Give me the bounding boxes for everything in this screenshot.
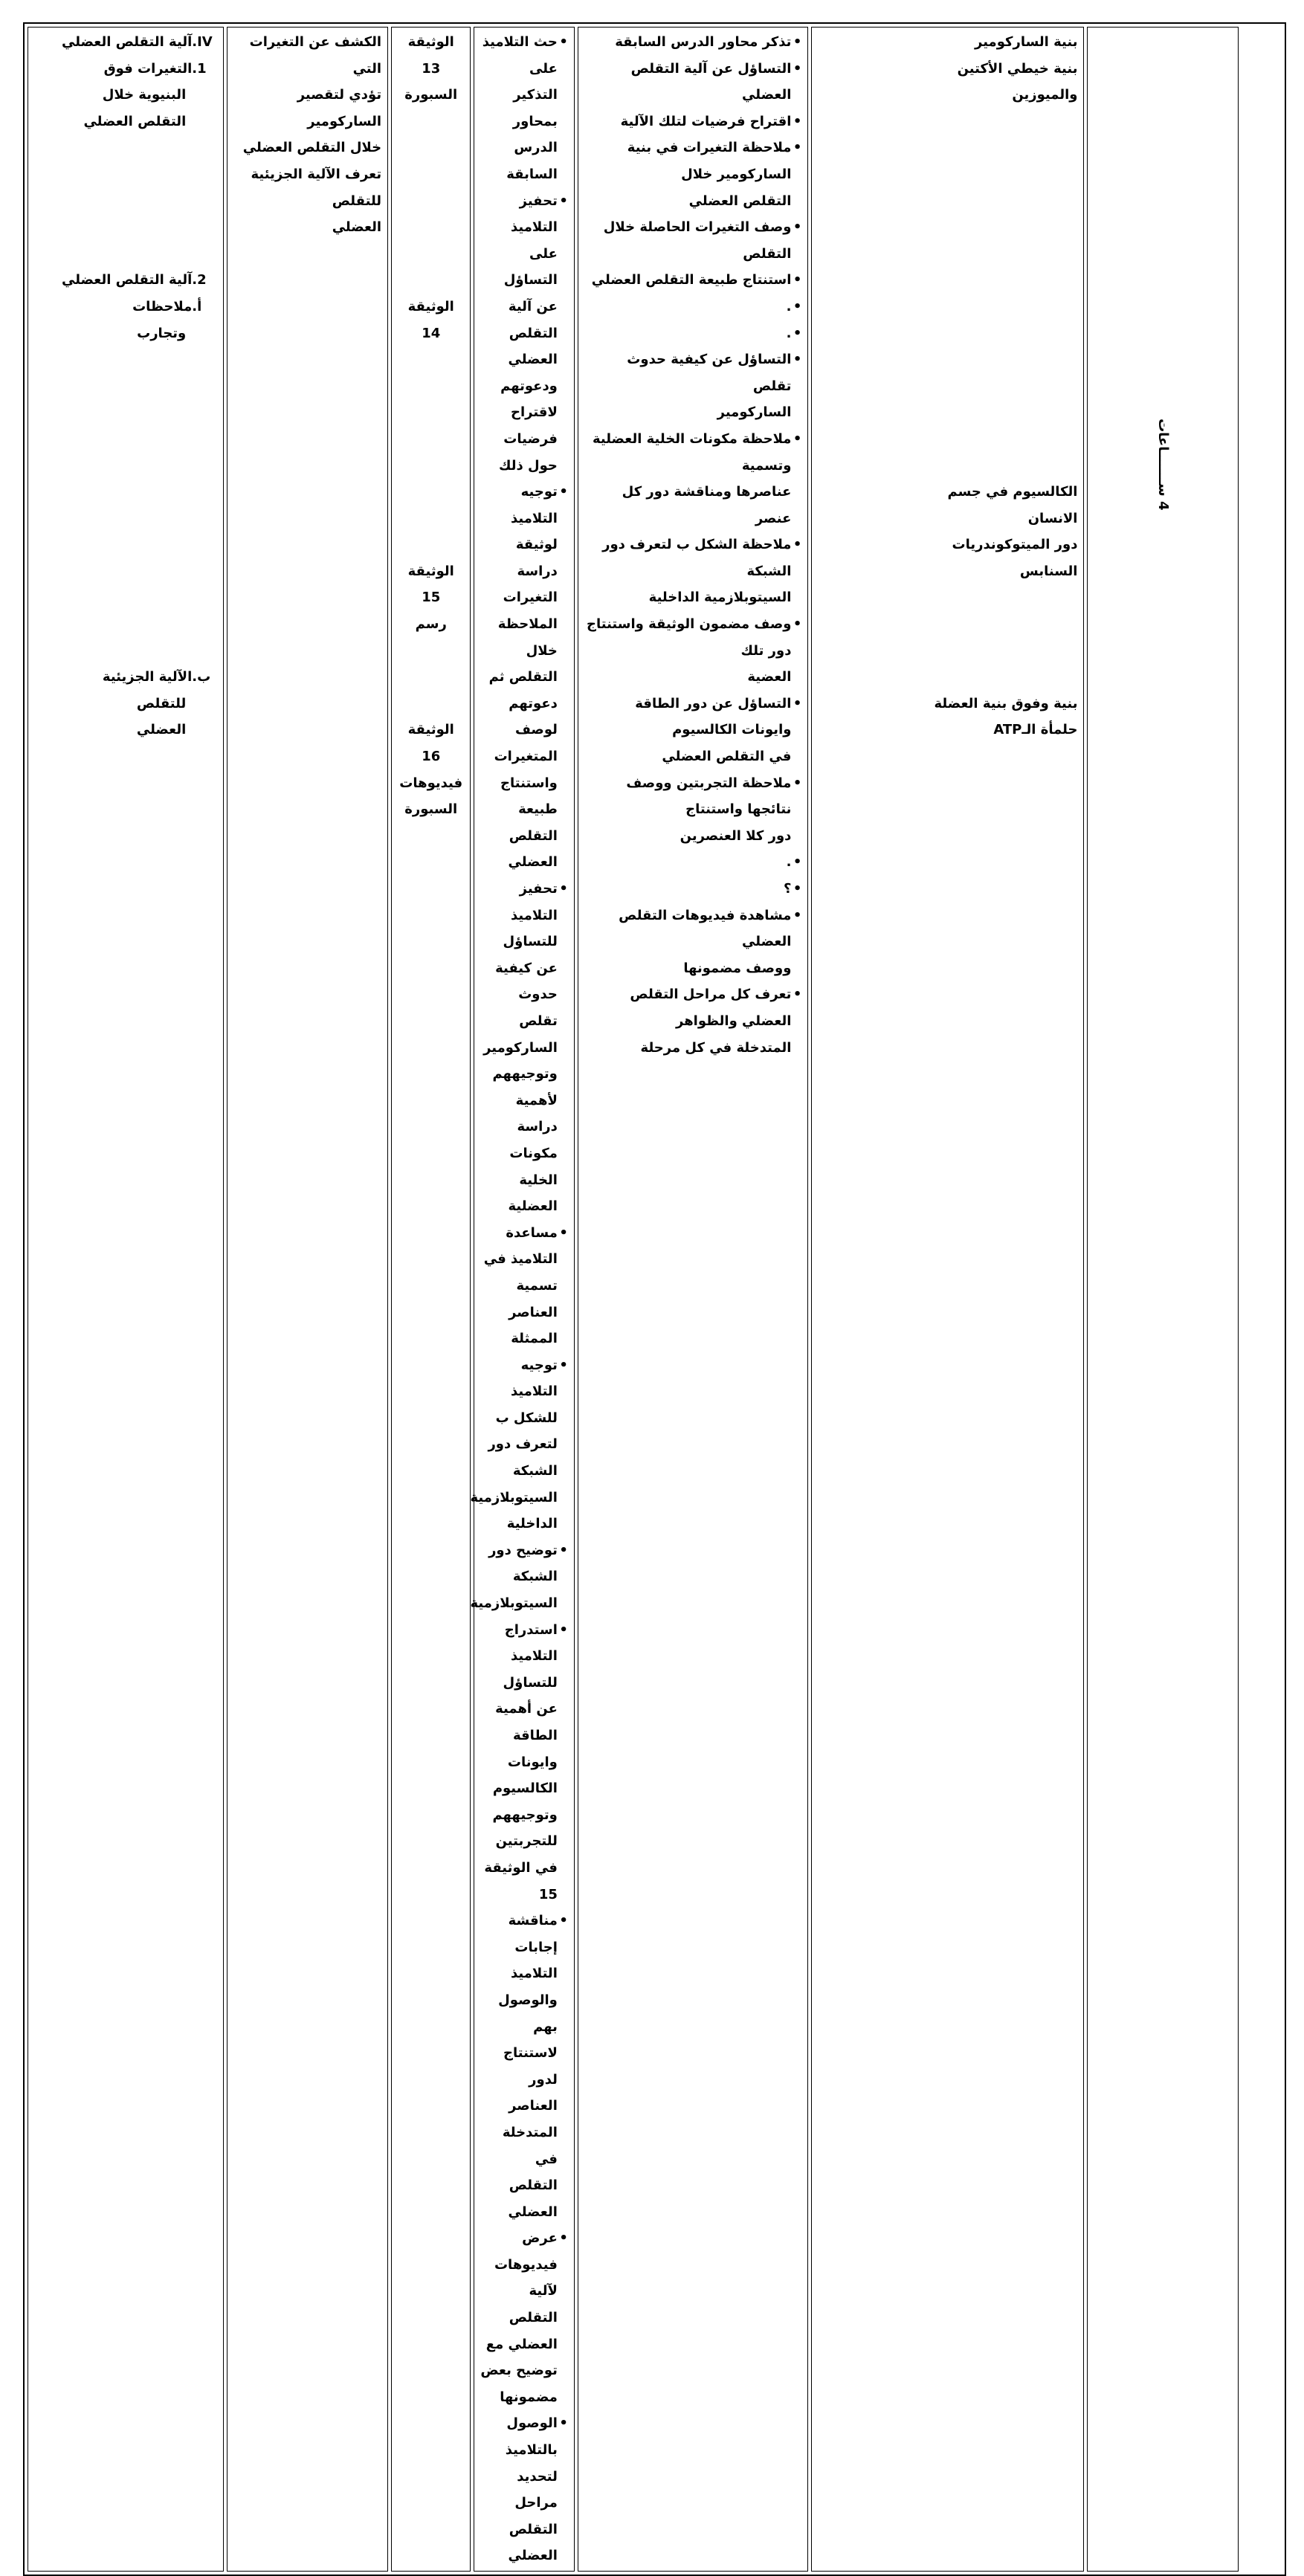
teacher-activity-line: الملاحظة خلال التقلص ثم دعوتهم bbox=[488, 616, 558, 711]
teacher-activity-line: العضلي bbox=[508, 2548, 558, 2564]
teacher-activity-line: • حث التلاميذ على التذكير بمحاور الدرس bbox=[480, 29, 568, 161]
learner-activity-line: • ملاحظة مكونات الخلية العضلية وتسمية bbox=[584, 426, 802, 479]
learner-activity-line: • مشاهدة فيديوهات التقلص العضلي bbox=[584, 903, 802, 955]
learner-activity-line: في التقلص العضلي bbox=[662, 749, 792, 765]
teacher-activity-line: • توجيه التلاميذ لوثيقة دراسة التغيرات bbox=[480, 479, 568, 611]
prerequisites-cell: بنية الساركومير بنية خيطي الأكتين والميوزين الكالسيوم في جسم الانسان دور الميتوكوندريات السنابس بنية وفوق بنية العضلة حلمأة الـATP bbox=[811, 27, 1084, 2572]
learner-activity-line: المتدخلة في كل مرحلة bbox=[640, 1039, 792, 1056]
learner-activity-line: عناصرها ومناقشة دور كل عنصر bbox=[622, 484, 792, 526]
teacher-activities-cell bbox=[470, 27, 575, 2572]
teacher-activity-line: التقلص العضلي ودعوتهم لاقتراح bbox=[500, 325, 558, 421]
learner-activity-line: • ملاحظة الشكل ب لتعرف دور الشبكة bbox=[584, 532, 802, 584]
teacher-activity-line: السابقة bbox=[506, 166, 558, 182]
learner-activity-line: • . bbox=[584, 849, 802, 876]
teacher-activity-line: • تحفيز التلاميذ على التساؤل عن آلية bbox=[480, 188, 568, 320]
learner-activity-line: • ملاحظة التغيرات في بنية الساركومير خلال bbox=[584, 135, 802, 187]
teacher-activity-line: • مناقشة إجابات التلاميذ والوصول بهم bbox=[480, 1908, 568, 2040]
teacher-activity-line: الشبكة السيتوبلازمية الداخلية bbox=[470, 1463, 558, 1532]
learner-activity-line: • استنتاج طبيعة التقلص العضلي bbox=[584, 267, 802, 294]
teacher-activity-line: • مساعدة التلاميذ في تسمية العناصر bbox=[480, 1220, 568, 1326]
learner-activities-cell bbox=[578, 27, 809, 2572]
learner-activity-line: ووصف مضمونها bbox=[683, 960, 792, 976]
objectives-cell: الكشف عن التغيرات التي تؤدي لتقصير الساركومير خلال التقلص العضلي تعرف الآلية الجزيئية للتقلص العضلي bbox=[227, 27, 388, 2572]
duration-label: 4 ســـــــاعات bbox=[1155, 419, 1171, 511]
teacher-activity-line: توضيح بعض مضمونها bbox=[480, 2363, 558, 2405]
teacher-activity-line: لاستنتاج لدور العناصر المتدخلة في bbox=[502, 2045, 558, 2167]
learner-activity-line: • وصف مضمون الوثيقة واستنتاج دور تلك bbox=[584, 611, 802, 664]
teacher-activity-line: • الوصول بالتلاميذ لتحديد مراحل التقلص bbox=[480, 2410, 568, 2543]
learner-activity-line: • ملاحظة التجربتين ووصف نتائجها واستنتاج bbox=[584, 770, 802, 823]
learner-activity-line: الساركومير bbox=[717, 404, 792, 421]
learner-activity-line: السيتوبلازمية الداخلية bbox=[648, 590, 792, 606]
learner-activity-line: العضية bbox=[747, 669, 792, 685]
learner-activity-line: • . bbox=[584, 320, 802, 347]
teacher-activity-line: للتجربتين في الوثيقة 15 bbox=[484, 1833, 558, 1902]
teacher-activity-line: الممثلة bbox=[511, 1331, 558, 1347]
learner-activity-line: • تذكر محاور الدرس السابقة bbox=[584, 29, 802, 56]
teacher-activity-line: • عرض فيديوهات لآلية التقلص العضلي مع bbox=[480, 2225, 568, 2357]
supports-cell: الوثيقة 13 السبورة الوثيقة 14 الوثيقة 15 رسم الوثيقة 16 فيديوهات السبورة bbox=[391, 27, 471, 2572]
learner-activity-line: دور كلا العنصرين bbox=[680, 827, 792, 844]
teacher-activity-line: تقلص الساركومير وتوجيههم لأهمية bbox=[483, 1013, 558, 1108]
teacher-activity-line: • توجيه التلاميذ للشكل ب لتعرف دور bbox=[480, 1352, 568, 1458]
learner-activity-line: • ؟ bbox=[584, 876, 802, 903]
learner-activity-line: • التساؤل عن دور الطاقة وايونات الكالسيوم bbox=[584, 691, 802, 743]
teacher-activity-line: فرضيات حول ذلك bbox=[498, 430, 558, 474]
content-cell: IV.آلية التقلص العضلي 1.التغيرات فوق البنيوية خلال التقلص العضلي 2.آلية التقلص العضلي أ.ملاحظات وتجارب ب.الآلية الجزيئية للتقلص العضلي bbox=[28, 27, 224, 2572]
learner-activity-line: التقلص العضلي bbox=[688, 193, 792, 209]
learner-activity-line: • التساؤل عن آلية التقلص العضلي bbox=[584, 56, 802, 109]
teacher-activity-line: • تحفيز التلاميذ للتساؤل عن كيفية حدوث bbox=[480, 876, 568, 1008]
teacher-activity-line: التقلص العضلي bbox=[508, 2178, 558, 2220]
learner-activity-line: • . bbox=[584, 294, 802, 320]
teacher-activity-line: • استدراج التلاميذ للتساؤل عن أهمية bbox=[480, 1617, 568, 1723]
teacher-activity-line: العضلي bbox=[508, 854, 558, 871]
learner-activity-line: • تعرف كل مراحل التقلص العضلي والظواهر bbox=[584, 981, 802, 1034]
learner-activity-line: • اقتراح فرضيات لتلك الآلية bbox=[584, 109, 802, 135]
teacher-activity-line: • توضيح دور الشبكة السيتوبلازمية bbox=[480, 1537, 568, 1617]
teacher-activity-line: لوصف المتغيرات واستنتاج طبيعة التقلص bbox=[494, 722, 558, 844]
teacher-activity-line: الطاقة وايونات الكالسيوم وتوجيههم bbox=[492, 1728, 558, 1823]
teacher-activity-line: دراسة مكونات الخلية العضلية bbox=[508, 1119, 558, 1215]
lesson-plan-table bbox=[23, 22, 1286, 2564]
duration-cell bbox=[1087, 27, 1238, 2572]
learner-activity-line: • التساؤل عن كيفية حدوث تقلص bbox=[584, 346, 802, 399]
learner-activity-line: • وصف التغيرات الحاصلة خلال التقلص bbox=[584, 214, 802, 267]
